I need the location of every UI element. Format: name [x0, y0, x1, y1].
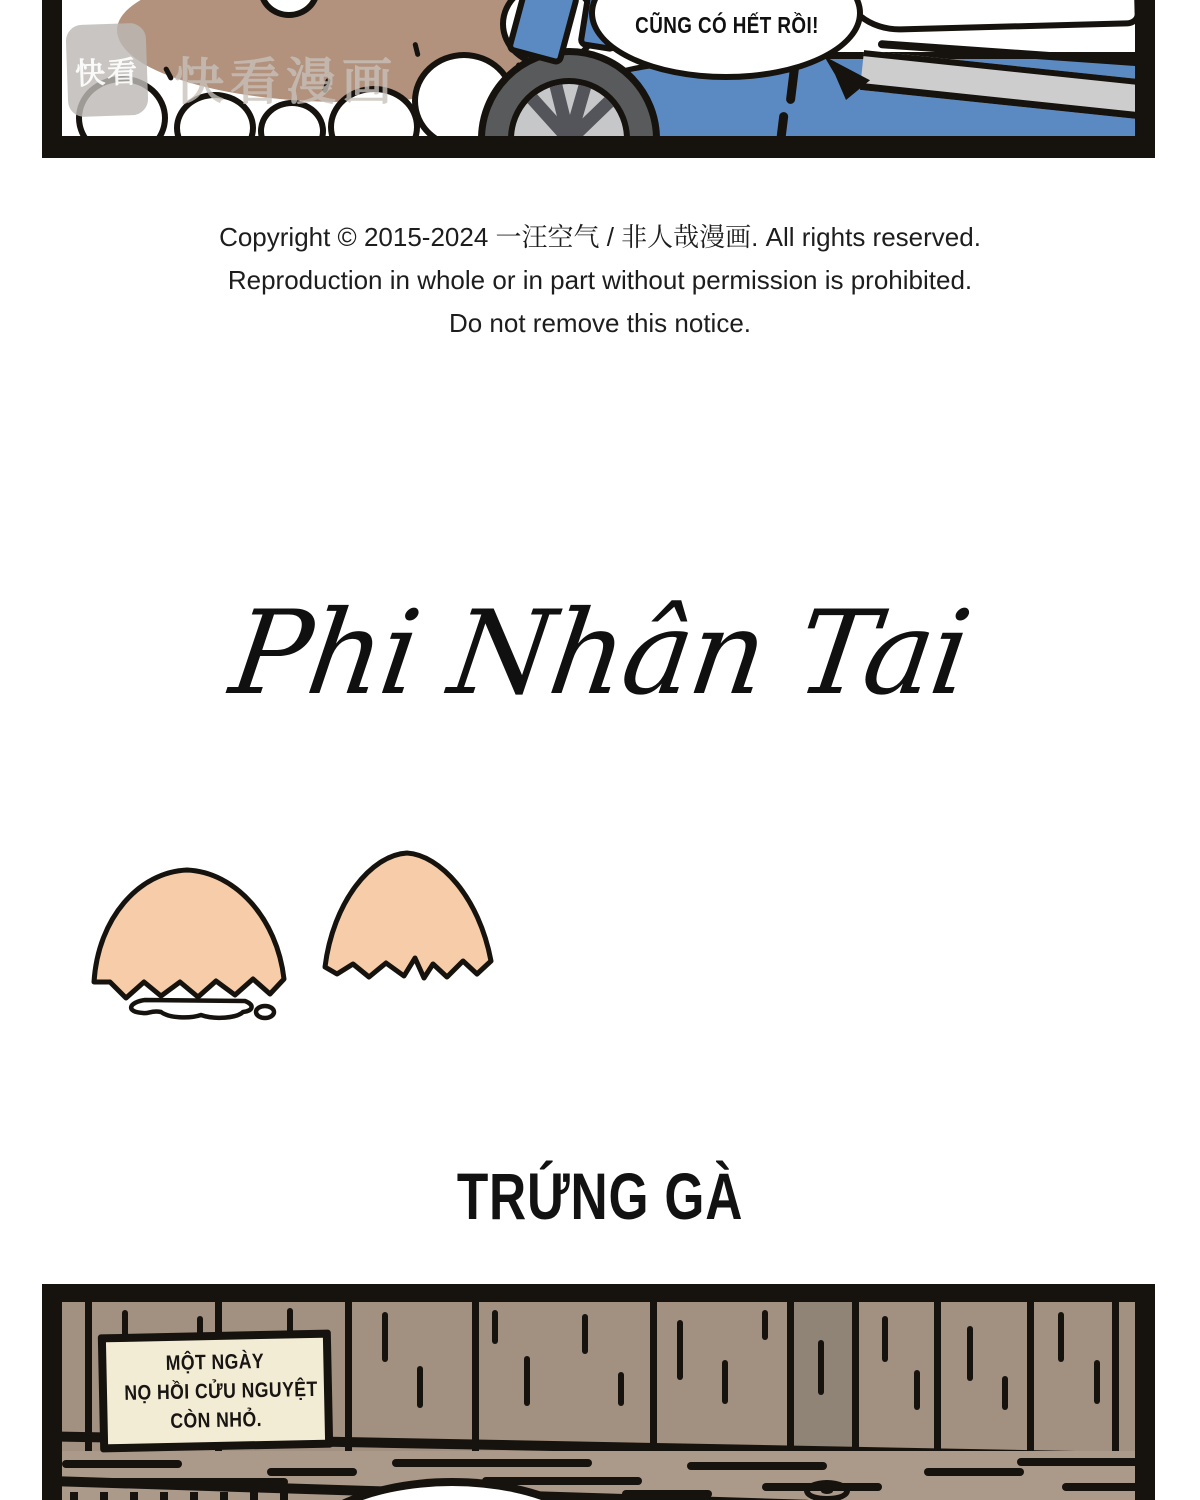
- copyright-line: Reproduction in whole or in part without permission is prohibited.: [227, 265, 973, 295]
- copyright-notice: [0, 216, 1200, 345]
- lower-plank-stripe: [70, 1492, 78, 1500]
- caption-line: MỘT NGÀY: [165, 1349, 265, 1375]
- eggshell-left: [85, 855, 295, 1023]
- bottom-panel-artwork: [62, 1302, 1135, 1500]
- lower-plank-stripe: [190, 1492, 198, 1500]
- lower-plank-stripe: [220, 1492, 228, 1500]
- comic-panel-bottom: [42, 1284, 1155, 1500]
- episode-title: TRỨNG GÀ: [456, 1159, 744, 1233]
- eggshells-illustration: [85, 845, 525, 1025]
- eggshell-right: [318, 845, 498, 990]
- lower-plank-stripe: [160, 1492, 168, 1500]
- caption-box: [98, 1330, 333, 1453]
- comic-panel-top: [42, 0, 1155, 158]
- series-title: Phi Nhân Tai: [223, 586, 977, 721]
- copyright-line: Copyright © 2015-2024 一汪空气 / 非人哉漫画. All rights reserved.: [219, 222, 981, 252]
- top-panel-artwork: [62, 0, 1135, 136]
- caption-line: CÒN NHỎ.: [170, 1407, 263, 1433]
- partial-speech-bubble: [839, 0, 1135, 34]
- lower-plank-stripe: [250, 1492, 258, 1500]
- speech-bubble-text: CŨNG CÓ HẾT RỒI!: [635, 12, 819, 38]
- copyright-line: Do not remove this notice.: [448, 308, 752, 338]
- lower-plank-stripe: [280, 1492, 288, 1500]
- kuaikan-logo-icon: 快看: [65, 23, 148, 118]
- kuaikan-watermark: 快看漫画: [174, 54, 398, 110]
- lower-plank-stripe: [130, 1492, 138, 1500]
- caption-line: NỌ HỒI CỬU NGUYỆT: [124, 1377, 318, 1405]
- lower-plank-stripe: [100, 1492, 108, 1500]
